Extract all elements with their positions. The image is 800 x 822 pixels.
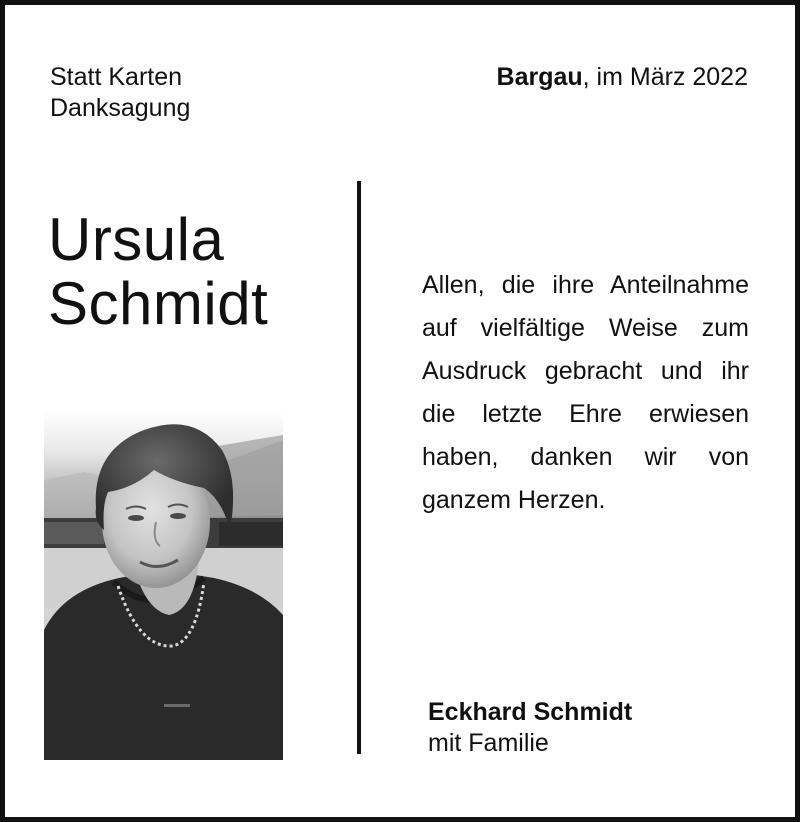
header-left xyxy=(50,62,190,124)
header-danksagung: Danksagung xyxy=(50,94,191,122)
deceased-last-name: Schmidt xyxy=(48,270,269,337)
vertical-divider xyxy=(357,181,361,754)
header-statt-karten: Statt Karten xyxy=(50,63,183,91)
portrait-photo xyxy=(44,410,283,760)
portrait-illustration xyxy=(44,410,283,760)
place-date xyxy=(497,62,748,93)
signature xyxy=(428,697,632,759)
thanks-message: Allen, die ihre Anteilnahme auf vielfältige Weise zum Ausdruck gebracht und ihr die letzte Ehre erwiesen haben, danken wir von ganzem Herzen. xyxy=(422,271,749,514)
place-name: Bargau xyxy=(496,63,583,91)
date-text: , im März 2022 xyxy=(582,63,748,91)
deceased-name xyxy=(48,208,268,336)
signer-name: Eckhard Schmidt xyxy=(428,698,633,726)
signer-suffix: mit Familie xyxy=(428,729,549,757)
deceased-first-name: Ursula xyxy=(48,206,225,273)
